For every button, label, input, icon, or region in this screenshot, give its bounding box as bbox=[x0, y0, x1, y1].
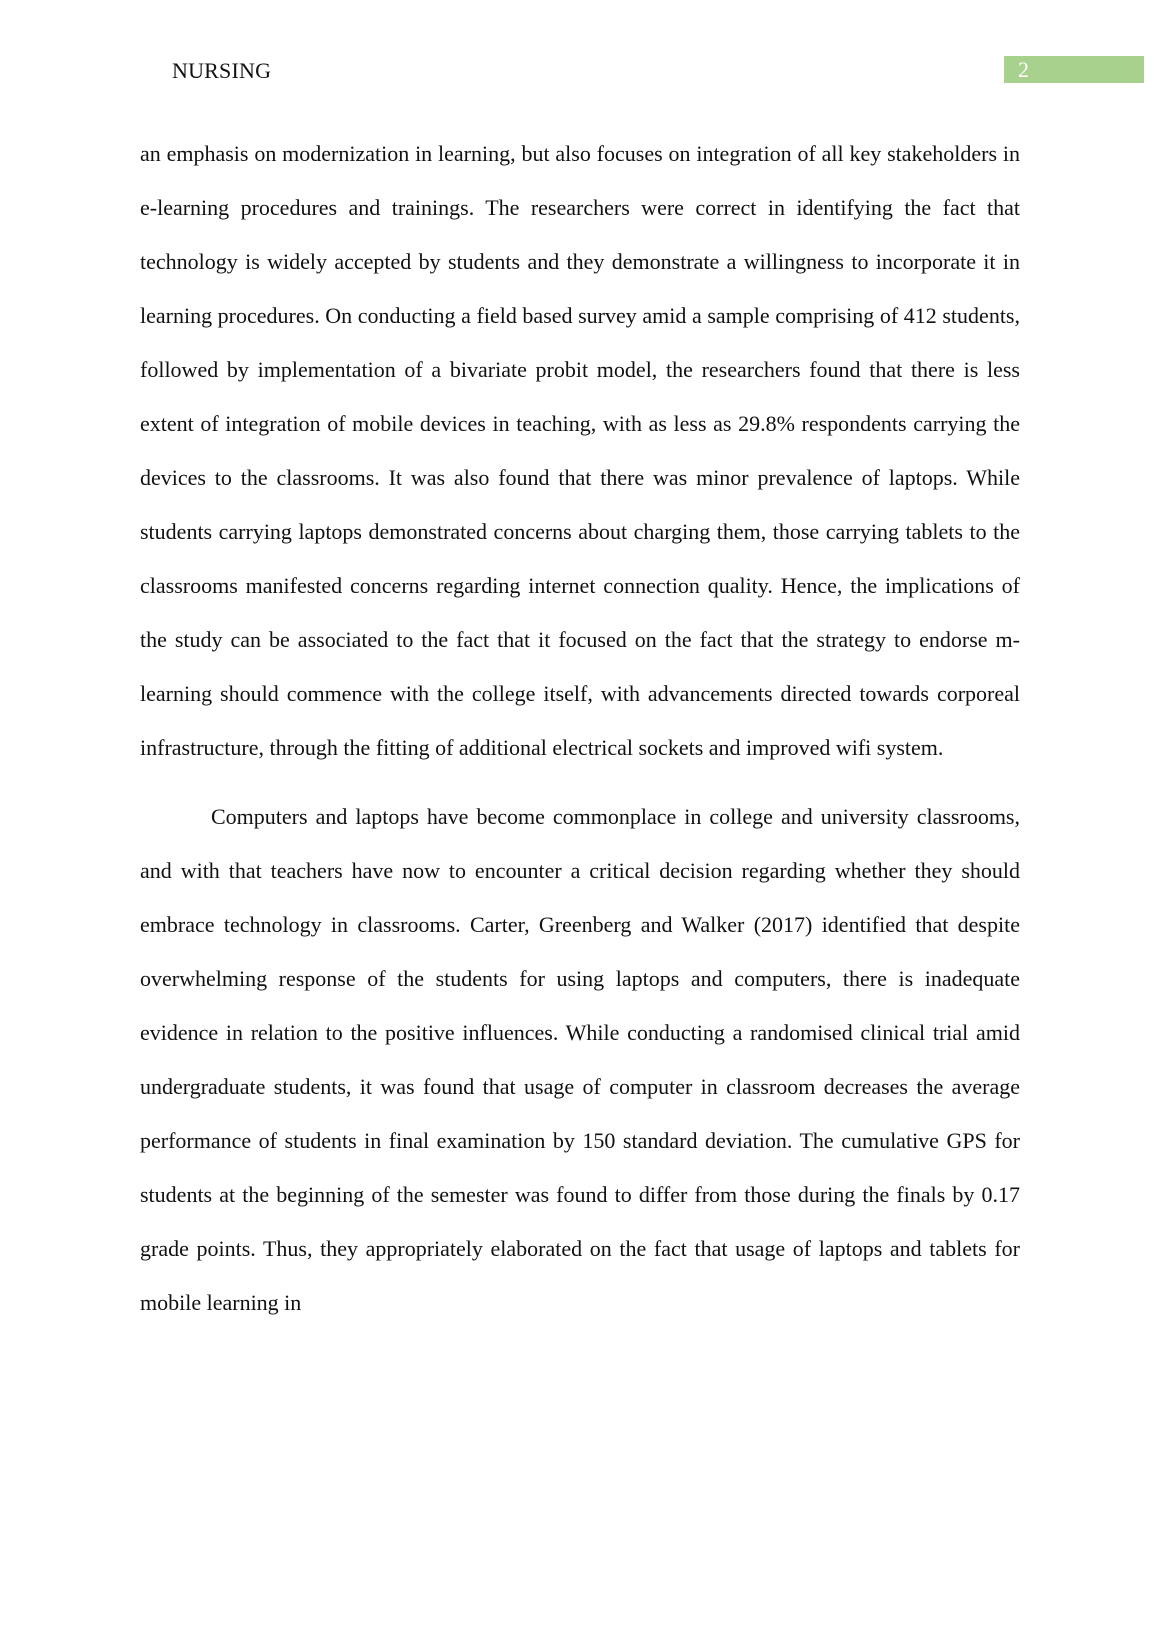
running-head: NURSING bbox=[172, 58, 272, 83]
paragraph-1: an emphasis on modernization in learning, but also focuses on integration of all key stakeholders in e-learning procedures and trainings. The researchers were correct in identifying the fact that technology is widely accepted by students and they demonstrate a willingness to incorporate it in learning procedures. On conducting a field based survey amid a sample comprising of 412 students, followed by implementation of a bivariate probit model, the researchers found that there is less extent of integration of mobile devices in teaching, with as less as 29.8% respondents carrying the devices to the classrooms. It was also found that there was minor prevalence of laptops. While students carrying laptops demonstrated concerns about charging them, those carrying tablets to the classrooms manifested concerns regarding internet connection quality. Hence, the implications of the study can be associated to the fact that it focused on the fact that the strategy to endorse m-learning should commence with the college itself, with advancements directed towards corporeal infrastructure, through the fitting of additional electrical sockets and improved wifi system. bbox=[140, 141, 1020, 760]
body-text bbox=[140, 127, 1020, 1330]
page-number-badge: 2 bbox=[1004, 56, 1144, 83]
paragraph-2: Computers and laptops have become commonplace in college and university classrooms, and with that teachers have now to encounter a critical decision regarding whether they should embrace technology in classrooms. Carter, Greenberg and Walker (2017) identified that despite overwhelming response of the students for using laptops and computers, there is inadequate evidence in relation to the positive influences. While conducting a randomised clinical trial amid undergraduate students, it was found that usage of computer in classroom decreases the average performance of students in final examination by 150 standard deviation. The cumulative GPS for students at the beginning of the semester was found to differ from those during the finals by 0.17 grade points. Thus, they appropriately elaborated on the fact that usage of laptops and tablets for mobile learning in bbox=[140, 804, 1020, 1315]
